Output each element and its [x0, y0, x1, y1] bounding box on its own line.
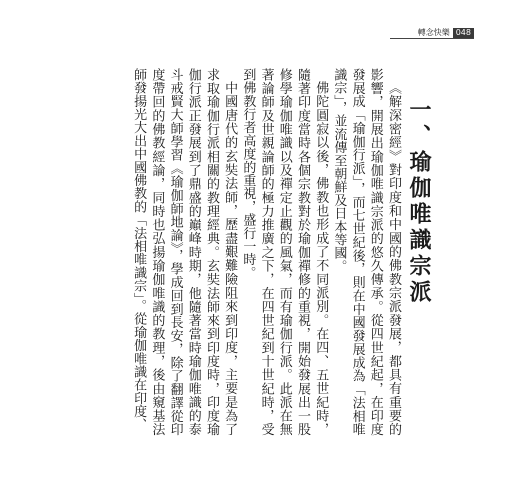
page-number: 048: [453, 28, 474, 38]
book-title: 轉念快樂: [417, 28, 450, 37]
paragraph: 中國唐代的玄奘法師，歷盡艱難險阻來到印度，主要是為了求取瑜伽行派相關的教理經典。玄奘法師來到印度時，印度瑜伽行派正發展到了鼎盛的巔峰時期，他隨著當時瑜伽唯識的泰斗戒賢大師學習《瑜伽師地論》，學成回到長安，除了翻譯從印度帶回的佛教經論，同時也弘揚瑜伽唯識的教理，後由窺基法師發揚光大出中國佛教的「法相唯識宗」。從瑜伽唯識在印度、: [131, 68, 238, 436]
section-heading: 一、瑜伽唯識宗派: [406, 98, 431, 306]
header-rule: [390, 38, 474, 39]
paragraph: 佛陀圓寂以後，佛教也形成了不同派別。在四、五世紀時，隨著印度當時各個宗教對於瑜伽禪修的重視，開始發展出一股修學瑜伽唯識以及禪定止觀的風氣，而有瑜伽行派。此派在無著論師及世親論師的極力推廣之下，在四世紀到十世紀時，受到佛教行者高度的重視，盛行一時。: [240, 68, 329, 436]
paragraph: 《解深密經》對印度和中國的佛教宗派發展，都具有重要的影響，開展出瑜伽唯識宗派的悠久傳承。從四世紀起，在印度發展成「瑜伽行派」，而七世紀後，則在中國發展成為「法相唯識宗」，並流傳至朝鮮及日本等國。: [331, 68, 401, 436]
body-text: [129, 68, 402, 436]
running-header: [415, 28, 474, 38]
